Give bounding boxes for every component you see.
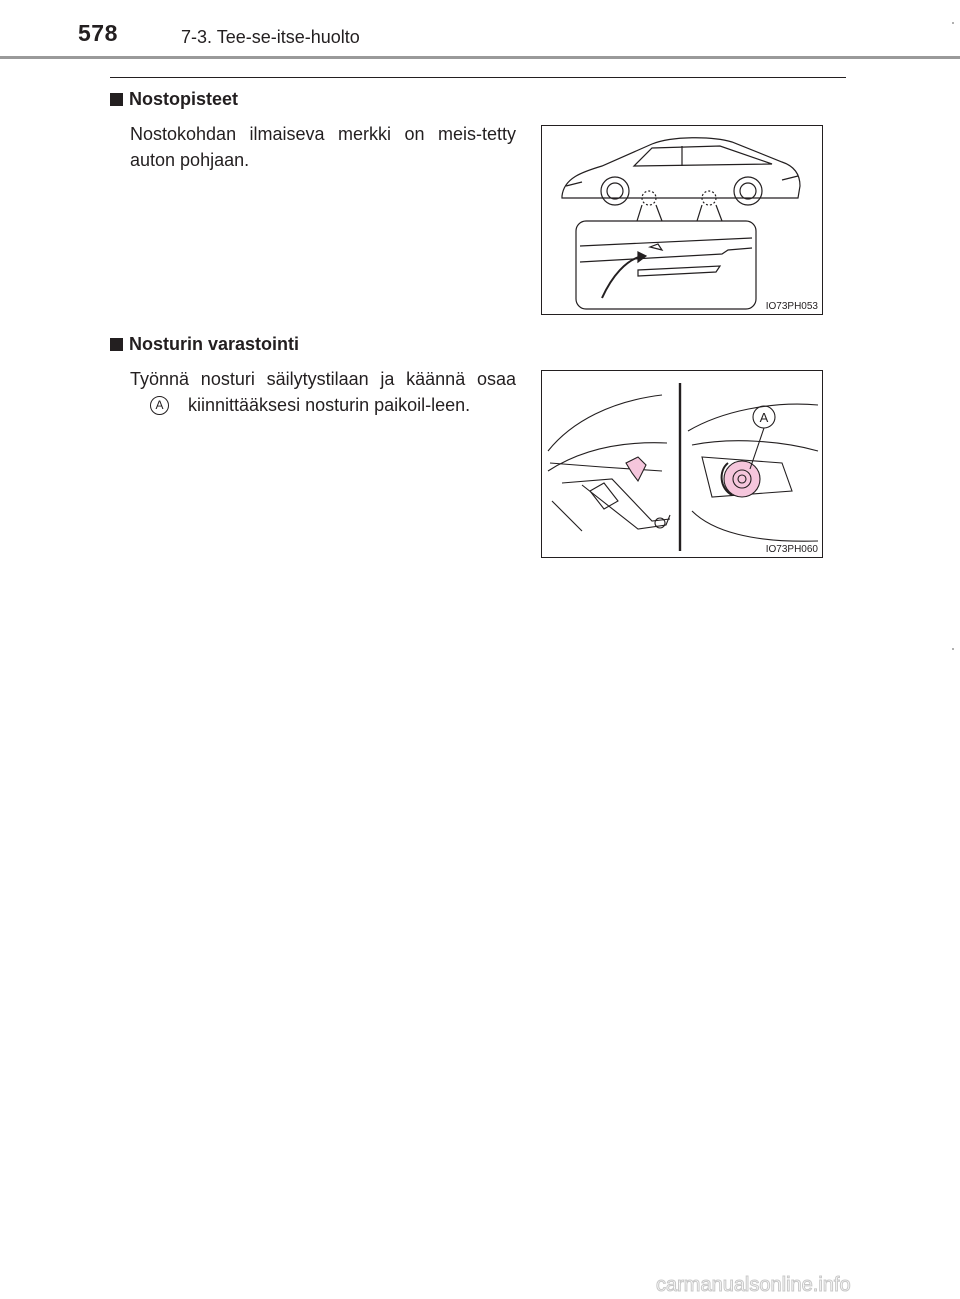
- header-rule: [0, 56, 960, 59]
- figure-code: IO73PH053: [765, 301, 818, 312]
- watermark-logo: [656, 1273, 946, 1295]
- figure-code: IO73PH060: [765, 544, 818, 555]
- square-bullet-icon: [110, 93, 123, 106]
- section-rule: [110, 77, 846, 78]
- watermark-text: carmanualsonline.info: [656, 1274, 851, 1295]
- margin-dot: [952, 648, 954, 650]
- margin-dot: [952, 22, 954, 24]
- square-bullet-icon: [110, 338, 123, 351]
- section-body-text: [130, 366, 516, 418]
- section-heading-jack-storage: [110, 334, 299, 355]
- figure-callout-a: A: [759, 410, 769, 425]
- jack-storage-illustration: [542, 371, 822, 557]
- section-heading-text: Nostopisteet: [129, 89, 239, 109]
- section-heading-lift-points: [110, 89, 238, 110]
- figure-jack-storage: [541, 370, 823, 558]
- car-jack-points-illustration: [542, 126, 822, 314]
- section-heading-text: Nosturin varastointi: [129, 334, 300, 354]
- page-number: 578: [78, 20, 118, 46]
- chapter-title: 7-3. Tee-se-itse-huolto: [181, 27, 360, 47]
- body-text-start: Työnnä nosturi säilytystilaan ja käännä osaa: [130, 369, 516, 389]
- callout-label-a-icon: A: [150, 396, 169, 415]
- figure-lift-points: [541, 125, 823, 315]
- section-body-text: Nostokohdan ilmaiseva merkki on meis-tetty auton pohjaan.: [130, 124, 516, 170]
- body-text-end: kiinnittääksesi nosturin paikoil-leen.: [188, 395, 471, 415]
